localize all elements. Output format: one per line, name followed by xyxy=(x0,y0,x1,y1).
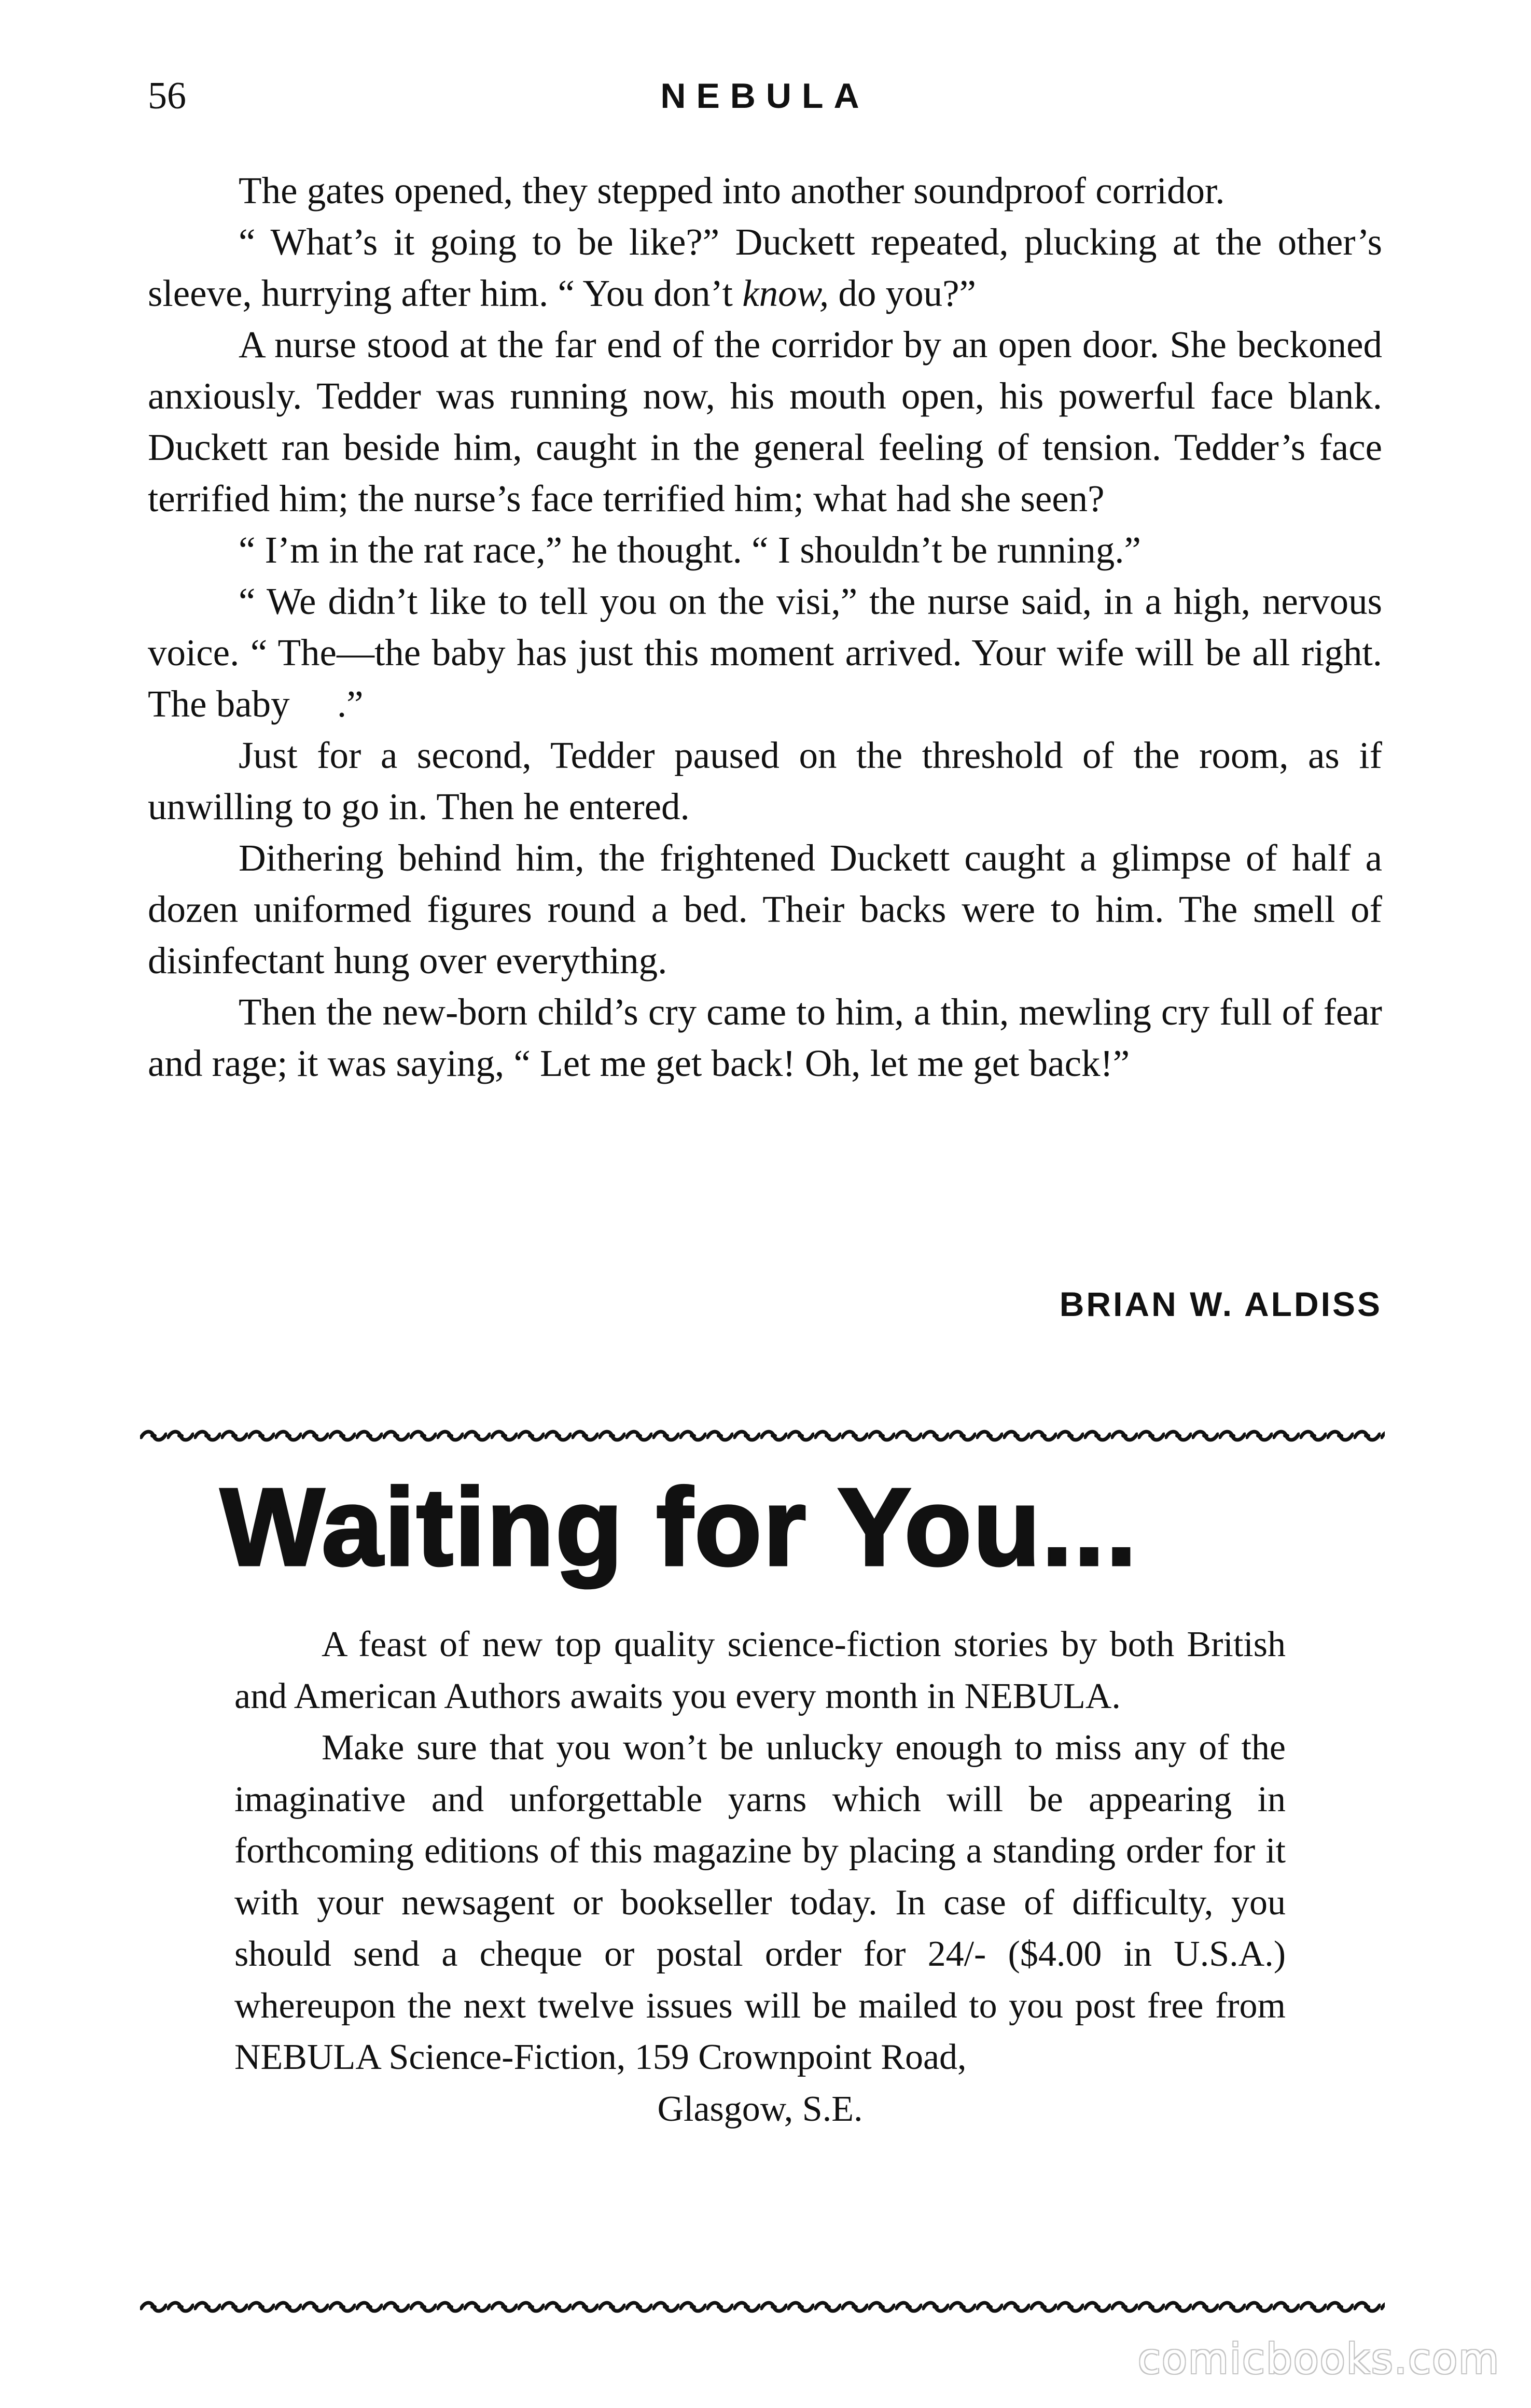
advert-paragraph: A feast of new top quality science-fiction stories by both British and American Authors awaits you every month in NEBULA. xyxy=(234,1625,1286,1716)
advert-paragraph: Make sure that you won’t be unlucky enough to miss any of the imaginative and unforgettable yarns which will be appearing in forthcoming editions of this magazine by placing a standing order for it with your newsagent or bookseller today. In case of difficulty, you should send a cheque or postal order for 24/- ($4.00 in U.S.A.) whereupon the next twelve issues will be mailed to you post free from NEBULA Science-Fiction, 159 Crownpoint Road, xyxy=(234,1728,1286,2077)
story-paragraph: Then the new-born child’s cry came to him, a thin, mewling cry full of fear and rage; it was saying, “ Let me get back! Oh, let me get back!” xyxy=(148,991,1382,1084)
story-text xyxy=(148,165,1392,1089)
ornamental-divider-top xyxy=(140,1427,1385,1445)
story-paragraph: “ I’m in the rat race,” he thought. “ I shouldn’t be running.” xyxy=(239,529,1141,571)
advert-body xyxy=(234,1619,1286,2135)
story-text-run: “ What’s it going to be like?” Duckett repeated, plucking at the other’s sleeve, hurrying after him. “ You don’t xyxy=(148,221,1382,314)
site-watermark: comicbooks.com xyxy=(1137,2335,1500,2383)
advert-address-line: Glasgow, S.E. xyxy=(657,2089,863,2129)
advert-headline: Waiting for You... xyxy=(220,1465,1138,1588)
story-paragraph: “ We didn’t like to tell you on the visi,” the nurse said, in a high, nervous voice. “ The—the baby has just this moment arrived. Your wife will be all right. The baby .” xyxy=(148,580,1392,725)
story-paragraph: A nurse stood at the far end of the corridor by an open door. She beckoned anxiously. Tedder was running now, his mouth open, his powerful face blank. Duckett ran beside him, caught in the general feeling of tension. Tedder’s face terrified him; the nurse’s face terrified him; what had she seen? xyxy=(148,324,1382,520)
running-title: NEBULA xyxy=(660,76,870,116)
author-byline: BRIAN W. ALDISS xyxy=(1059,1285,1382,1323)
emphasis-text: know, xyxy=(742,272,829,314)
story-text-run: do you?” xyxy=(829,272,976,314)
story-paragraph: Dithering behind him, the frightened Duckett caught a glimpse of half a dozen uniformed figures round a bed. Their backs were to him. The smell of disinfectant hung over everything. xyxy=(148,837,1382,982)
story-paragraph: Just for a second, Tedder paused on the threshold of the room, as if unwilling to go in. Then he entered. xyxy=(148,734,1382,828)
ornamental-divider-bottom xyxy=(140,2298,1385,2316)
page-number: 56 xyxy=(148,75,186,117)
story-paragraph xyxy=(148,216,1382,319)
page-header xyxy=(148,67,1382,124)
story-paragraph: The gates opened, they stepped into another soundproof corridor. xyxy=(239,170,1225,212)
